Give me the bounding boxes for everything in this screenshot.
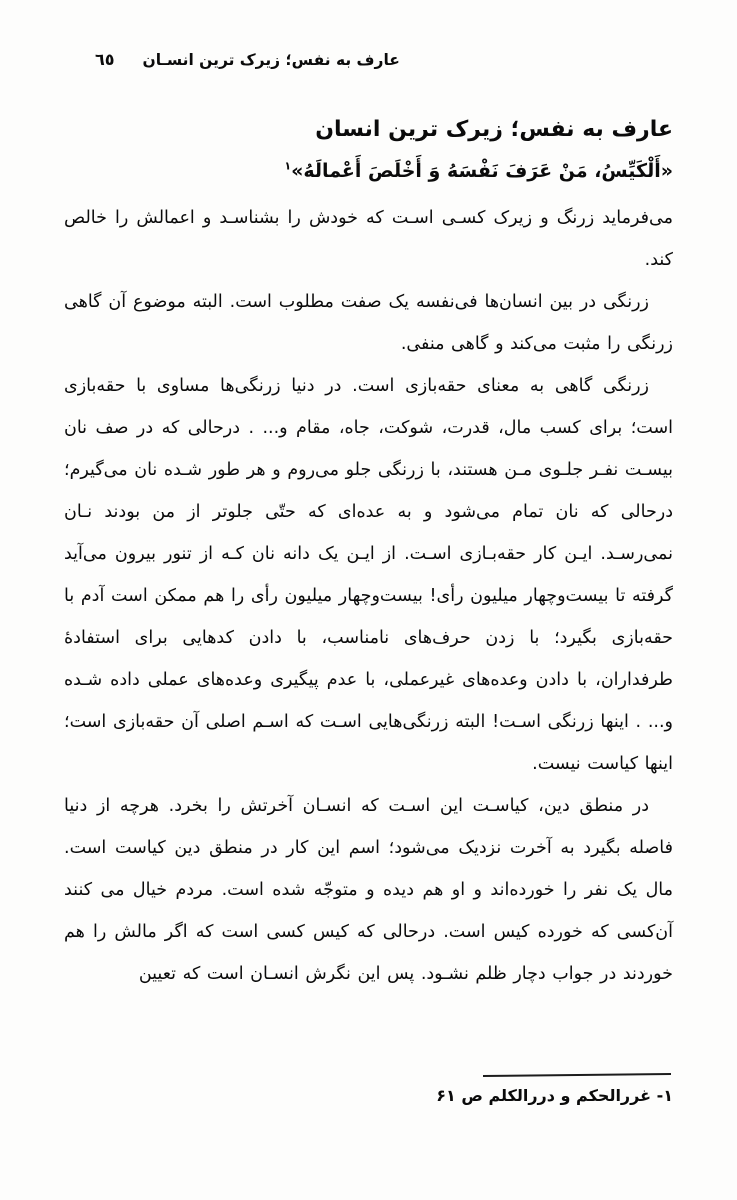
running-head-title: عارف به نفس؛ زیرک ترین انسـان — [142, 51, 400, 69]
paragraph: زرنگی گاهی به معنای حقه‌بازی است. در دنیا زرنگی‌ها مساوی با حقه‌بازی است؛ برای کسب مال، قدرت، شوکت، جاه، مقام و... . درحالی که در صف نان بیسـت نفـر جلـوی مـن هستند، با زرنگی جلو می‌روم و هر طور شـده نان می‌گیرم؛ درحالی که نان تمام می‌شود و به عده‌ای که حتّی جلوتر از من بودند نـان نمی‌رسـد. ایـن کار حقه‌بـازی اسـت. از ایـن یک دانه نان کـه از تنور بیرون می‌آید گرفته تا بیست‌وچهار میلیون رأی! بیست‌وچهار میلیون رأی را هم ممکن است آدم با حقه‌بازی بگیرد؛ با زدن حرف‌های نامناسب، با دادن کدهایی برای استفادهٔ طرفداران، با دادن وعده‌های غیرعملی، با عدم پیگیری وعده‌های عملی داده شـده و... . اینها زرنگی اسـت! البته زرنگی‌هایی اسـت که اسـم اصلی آن حقه‌بازی است؛ اینها کیاست نیست. — [64, 376, 673, 775]
chapter-heading: عارف به نفس؛ زیرک ترین انسان — [315, 117, 673, 142]
page-number: ٦٥ — [95, 50, 115, 69]
footnote-marker: ۱ — [284, 159, 292, 173]
footnote-text: ۱- غررالحکم و دررالکلم ص ۶۱ — [436, 1086, 673, 1105]
paragraph: زرنگی در بین انسان‌ها فی‌نفسه یک صفت مطلوب است. البته موضوع آن گاهی زرنگی را مثبت می‌کند و گاهی منفی. — [64, 292, 673, 355]
footnote-divider — [483, 1073, 671, 1077]
footnote-area — [64, 1074, 673, 1105]
page-content — [64, 112, 673, 995]
hadith-quote-text: «أَلْكَيِّسُ، مَنْ عَرَفَ نَفْسَهُ وَ أَخْلَصَ أَعْمالَهُ» — [291, 160, 673, 183]
hadith-quote — [64, 153, 673, 189]
paragraph: در منطق دین، کیاسـت این اسـت که انسـان آخرتش را بخرد. هرچه از دنیا فاصله بگیرد به آخرت نزدیک می‌شود؛ اسم این کار در منطق دین کیاست است. مال یک نفر را خورده‌اند و او هم دیده و متوجّه شده است. مردم خیال می کنند آن‌کسی که خورده کیس است. درحالی که کیس کسی است که اگر مالش را هم خوردند در جواب دچار ظلم نشـود. پس این نگرش انسـان است که تعیین — [64, 796, 673, 985]
running-head — [95, 50, 400, 69]
paragraph: می‌فرماید زرنگ و زیرک کسـی اسـت که خودش را بشناسـد و اعمالش را خالص کند. — [64, 208, 673, 271]
